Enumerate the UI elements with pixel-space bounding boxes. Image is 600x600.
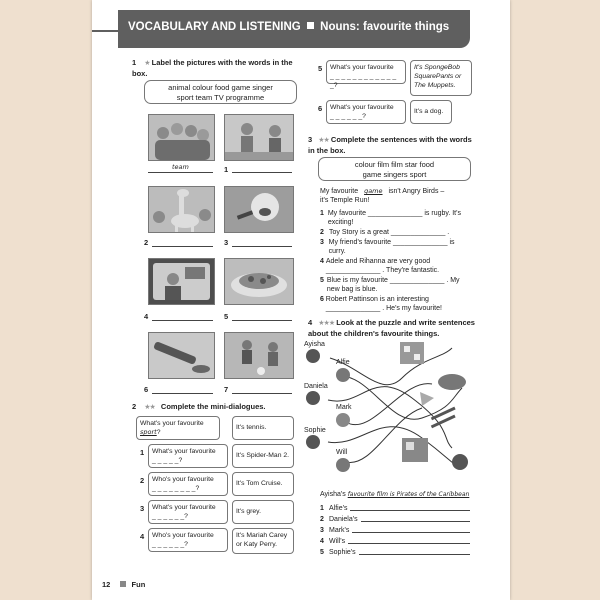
answer-line[interactable] xyxy=(152,246,213,247)
child-name: Mark xyxy=(336,404,352,411)
ex2-heading: 2 ★★ Complete the mini-dialogues. xyxy=(132,402,266,411)
square-bullet-icon xyxy=(120,581,126,587)
answer-line[interactable] xyxy=(152,320,213,321)
list-item: 1 My favourite ______________ is rugby. It's exciting! xyxy=(320,210,461,226)
page-number: 12 xyxy=(102,580,111,589)
section-title: VOCABULARY AND LISTENING xyxy=(128,21,301,33)
answer-bubble: It's Mariah Carey or Katy Perry. xyxy=(232,528,294,554)
child-name: Sophie xyxy=(304,427,326,434)
square-bullet-icon xyxy=(307,22,314,29)
ex1-instruction: Label the pictures with the words in the box. xyxy=(132,58,293,78)
ex3-example: My favourite game isn't Angry Birds – it's Temple Run! xyxy=(320,187,445,204)
team-picture xyxy=(148,114,215,161)
list-item: 5 Blue is my favourite ______________ . My new bag is blue. xyxy=(320,277,460,293)
ex4-example: Ayisha's favourite film is Pirates of the Caribbean xyxy=(320,491,470,498)
answer-line[interactable] xyxy=(232,172,292,173)
ex2-instruction: Complete the mini-dialogues. xyxy=(160,402,266,411)
child-face-icon xyxy=(336,368,350,382)
page-footer xyxy=(102,580,145,589)
answer-line[interactable] xyxy=(348,543,470,544)
food-picture xyxy=(224,258,294,305)
singer-picture xyxy=(224,186,294,233)
question-bubble: What's your favourite _ _ _ _ _ _? xyxy=(148,500,228,524)
answer-line[interactable] xyxy=(350,510,470,511)
child-face-icon xyxy=(336,458,350,472)
ex4-heading: 4 ★★★ Look at the puzzle and write sentences about the children's favourite things. xyxy=(308,318,475,338)
child-face-icon xyxy=(306,391,320,405)
question-bubble: What's your favourite _ _ _ _ _ _? xyxy=(326,100,406,124)
banner-rule xyxy=(92,30,118,32)
question-bubble: What's your favourite sport? xyxy=(136,416,220,440)
ex3-heading: 3 ★★ Complete the sentences with the words in the box. xyxy=(308,135,472,155)
answer-blank[interactable]: _ _ _ _ _ _ _ _ _ _ _ _ _? xyxy=(330,73,397,89)
answer-bubble: It's grey. xyxy=(232,500,294,524)
answer-line[interactable] xyxy=(232,246,292,247)
answer-blank[interactable]: _ _ _ _ _ _? xyxy=(152,541,188,548)
ex1-heading: 1 ★ Label the pictures with the words in the box. xyxy=(132,58,293,78)
answer-line[interactable] xyxy=(148,172,213,173)
answer-line[interactable] xyxy=(361,521,470,522)
difficulty-stars: ★ xyxy=(144,60,150,67)
ex4-items xyxy=(320,502,470,557)
ex3-items xyxy=(320,209,468,314)
ex3-word-box: colour film film star food game singers sport xyxy=(318,157,471,181)
answer-blank[interactable]: _ _ _ _ _ _? xyxy=(152,513,188,520)
answer-line[interactable] xyxy=(352,532,470,533)
question-bubble: What's your favourite _ _ _ _ _? xyxy=(148,444,228,468)
answer-blank[interactable]: _ _ _ _ _ _? xyxy=(330,113,366,120)
answer-blank[interactable]: _ _ _ _ _ _ _ _? xyxy=(152,485,200,492)
list-item: 3 Mark's xyxy=(320,524,470,535)
answer-bubble: It's tennis. xyxy=(232,416,294,440)
puzzle-lines xyxy=(302,338,478,486)
list-item: 6 Robert Pattinson is an interesting ______________ . He's my favourite! xyxy=(320,296,442,312)
list-item: 2 Toy Story is a great ______________ . xyxy=(320,229,450,236)
question-bubble: What's your favourite _ _ _ _ _ _ _ _ _ _ _ _ _? xyxy=(326,60,406,84)
answer-line[interactable] xyxy=(232,320,292,321)
list-item: 4 Adele and Rihanna are very good ______________ . They're fantastic. xyxy=(320,258,440,274)
child-name: Alfie xyxy=(336,359,350,366)
list-item: 2 Daniela's xyxy=(320,513,470,524)
child-face-icon xyxy=(306,435,320,449)
answer-bubble: It's Spider-Man 2. xyxy=(232,444,294,468)
list-item: 1 Alfie's xyxy=(320,502,470,513)
section-topic: Nouns: favourite things xyxy=(320,21,450,33)
answer-blank[interactable]: _ _ _ _ _? xyxy=(152,457,183,464)
list-item: 4 Will's xyxy=(320,535,470,546)
child-face-icon xyxy=(336,413,350,427)
section-banner xyxy=(118,10,470,48)
ex4-instruction: Look at the puzzle and write sentences about the children's favourite things. xyxy=(308,318,475,338)
ex1-word-box: animal colour food game singer sport team TV programme xyxy=(144,80,297,104)
tv-programme-picture xyxy=(148,258,215,305)
answer-bubble: It's Tom Cruise. xyxy=(232,472,294,496)
child-name: Daniela xyxy=(304,383,328,390)
child-name: Ayisha xyxy=(304,341,325,348)
workbook-page: VOCABULARY AND LISTENING Nouns: favourite things 1 ★ Label the pictures with the words in the box. animal colour food game singer sport team TV programme team 1 2 3 4 5 6 7 2 ★★ Complete the mini-dialogues. What's your favourite sport? It's tennis. 1 What's your favourite _ _ _ _ _? It's Spider-Man 2. 2 Who's your favourite _ _ _ _ _ _ _ _? It's Tom Cruise. 3 What's your favourite _ _ _ _ _ _? It's grey. 4 Who's your favourite _ _ _ _ _ _? It's Mariah Carey or Katy Perry. 5 What's your favourite _ _ _ _ _ _ _ _ _ _ _ _ _? It's SpongeBob SquarePants or The Muppets. 6 What's your favourite _ _ _ _ _ _? It's a dog. 3 ★★ Complete the sentences with the words in the box. colour film film star food game singers sport My favourite game isn't Angry Birds – it's Temple Run! 1 My favourite ______________ is rugby. It's exciting! 2 Toy Story is a great ______________ . 3 My friend's favourite ______________ is curry. 4 Adele and Rihanna are very good ______________ . They're fantastic. 5 Blue is my favourite ______________ . My new bag is blue. 6 Robert Pattinson is an interesting ______________ . He's my favourite! 4 ★★★ Look at the puzzle and write sentences about the children's favourite things. Ayisha Alfie Daniela Mark Sophie Will Ayisha's favourite film is Pirates of the Caribbean 1 Alfie's 2 Daniela's 3 Mark's 4 Will's 5 Sophie's 12 Fun xyxy=(92,0,510,600)
answer-line[interactable] xyxy=(232,393,292,394)
answer-bubble: It's SpongeBob SquarePants or The Muppets. xyxy=(410,60,472,96)
answer-line[interactable] xyxy=(152,393,213,394)
giraffe-picture xyxy=(148,186,215,233)
answer-line[interactable] xyxy=(359,554,470,555)
child-face-icon xyxy=(306,349,320,363)
child-name: Will xyxy=(336,449,348,456)
colour-brush-picture xyxy=(148,332,215,379)
list-item: 5 Sophie's xyxy=(320,546,470,557)
question-bubble: Who's your favourite _ _ _ _ _ _? xyxy=(148,528,228,552)
question-bubble: Who's your favourite _ _ _ _ _ _ _ _? xyxy=(148,472,228,496)
unit-label: Fun xyxy=(131,580,146,589)
ex1-example-answer: team xyxy=(172,163,189,171)
answer-bubble: It's a dog. xyxy=(410,100,452,124)
sport-picture xyxy=(224,332,294,379)
ex3-instruction: Complete the sentences with the words in the box. xyxy=(308,135,472,155)
singer-tv-picture xyxy=(224,114,294,161)
list-item: 3 My friend's favourite ______________ is curry. xyxy=(320,239,455,255)
